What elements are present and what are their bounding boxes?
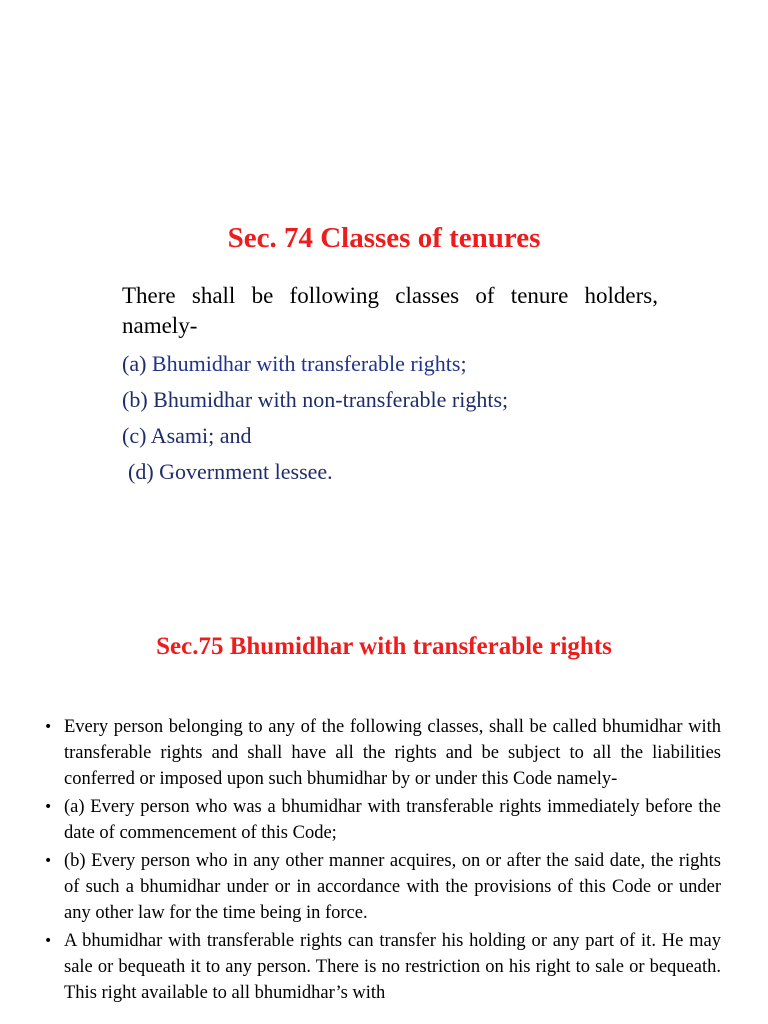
tenure-class-marker: (c) <box>122 423 147 448</box>
bullet-icon: • <box>44 799 53 815</box>
sec-74-title: Sec. 74 Classes of tenures <box>227 222 541 254</box>
bullet-text: Every person belonging to any of the following classes, shall be called bhumidhar with transferable rights and shall have all the rights and be subject to all the liabilities conferred or imposed upon such bhumidhar by or under this Code namely- <box>64 717 721 789</box>
tenure-class-marker: (b) <box>122 387 148 412</box>
sec-74-intro: There shall be following classes of tenure holders, namely- <box>122 283 658 338</box>
bullet-icon: • <box>44 719 53 735</box>
list-item <box>44 794 721 846</box>
bullet-text: (b) Every person who in any other manner acquires, on or after the said date, the rights of such a bhumidhar under or in accordance with the provisions of this Code or under any other law for the time being in force. <box>64 851 721 923</box>
list-item <box>44 714 721 792</box>
list-item <box>44 928 721 1006</box>
bullet-icon: • <box>44 853 53 869</box>
slide-sec-75 <box>0 560 768 1024</box>
tenure-class-item <box>122 454 508 490</box>
sec-75-bullet-list <box>44 714 721 1008</box>
list-item <box>44 848 721 926</box>
tenure-class-list <box>122 346 508 490</box>
tenure-class-text: Asami; and <box>146 423 252 448</box>
tenure-class-text: Bhumidhar with non-transferable rights; <box>147 387 509 412</box>
sec-75-title: Sec.75 Bhumidhar with transferable rights <box>156 633 612 660</box>
tenure-class-item <box>122 382 508 418</box>
bullet-icon: • <box>44 933 53 949</box>
tenure-class-text: Bhumidhar with transferable rights; <box>146 351 467 376</box>
tenure-class-marker: (a) <box>122 351 147 376</box>
tenure-class-marker: (d) <box>128 459 154 484</box>
bullet-text: A bhumidhar with transferable rights can transfer his holding or any part of it. He may sale or bequeath it to any person. There is no restriction on his right to sale or bequeath. This right available to all bhumidhar’s with <box>64 931 721 1003</box>
tenure-class-item <box>122 418 508 454</box>
bullet-text: (a) Every person who was a bhumidhar with transferable rights immediately before the date of commencement of this Code; <box>64 797 721 843</box>
tenure-class-item <box>122 346 508 382</box>
tenure-class-text: Government lessee. <box>153 459 333 484</box>
